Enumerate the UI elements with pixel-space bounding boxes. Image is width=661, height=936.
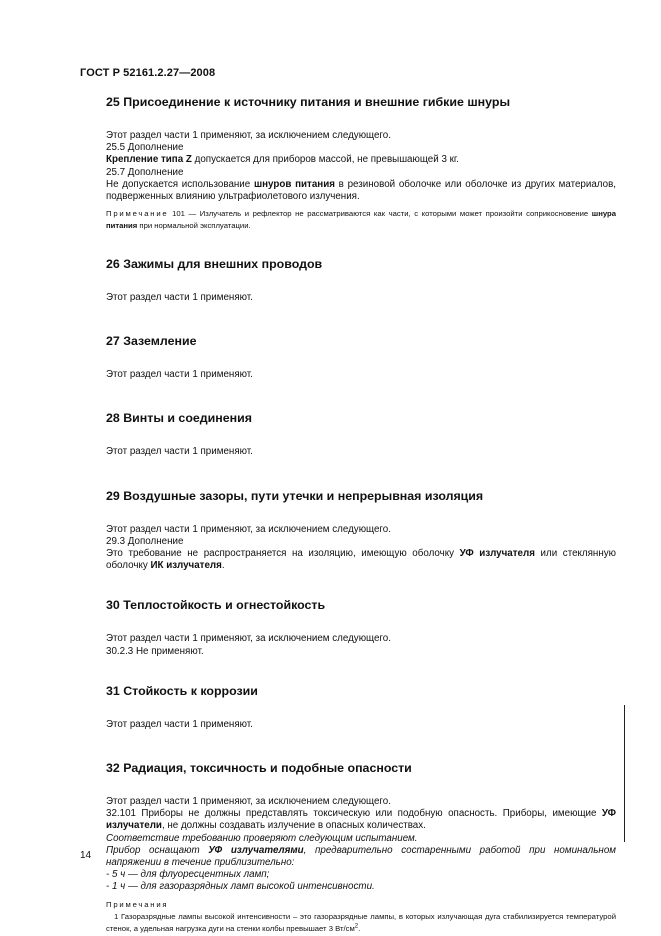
change-bar (624, 705, 625, 842)
section-28 (106, 410, 616, 458)
section-30-title: 30 Теплостойкость и огнестойкость (106, 598, 326, 613)
section-32-note-1-sup: 2 (354, 922, 359, 929)
document-header: ГОСТ Р 52161.2.27—2008 (80, 67, 216, 79)
section-32-dash-1: - 5 ч — для флуоресцентных ламп; (106, 869, 270, 881)
section-32-p2-a: 32.101 Приборы не должны представлять токсическую или подобную опасность. Приборы, имеющие (106, 808, 602, 820)
section-31-title: 31 Стойкость к коррозии (106, 683, 258, 698)
section-25-note (106, 208, 616, 231)
section-31 (106, 683, 616, 731)
section-26 (106, 256, 616, 304)
section-25-p2: 25.5 Дополнение (106, 142, 184, 154)
section-29-title: 29 Воздушные зазоры, пути утечки и непрерывная изоляция (106, 488, 484, 503)
section-25-p1: Этот раздел части 1 применяют, за исключением следующего. (106, 130, 391, 141)
section-30 (106, 597, 616, 657)
section-27 (106, 333, 616, 381)
section-25-p5-bold: шнуров питания (253, 178, 335, 190)
section-25 (106, 94, 616, 231)
section-29 (106, 488, 616, 573)
section-29-p3-bold1: УФ излучателя (459, 548, 535, 560)
page-number: 14 (80, 850, 92, 861)
section-29-p2: 29.3 Дополнение (106, 535, 184, 547)
section-32-p4-a: Прибор оснащают (106, 844, 209, 856)
section-32-title: 32 Радиация, токсичность и подобные опасности (106, 761, 412, 776)
section-32-note-1-b: . (358, 923, 361, 933)
section-30-p1: Этот раздел части 1 применяют, за исключением следующего. (106, 633, 391, 645)
section-30-p2: 30.2.3 Не применяют. (106, 645, 204, 657)
section-32-p2 (106, 808, 616, 832)
section-32-note-1-a: 1 Газоразрядные лампы высокой интенсивности – это газоразрядные лампы, в которых излучающая дуга стабилизируется температурой стенок, а удельная нагрузка дуги на стенки колбы превышает 3 Вт/см (106, 912, 616, 933)
section-32-note-1 (106, 911, 616, 934)
section-26-p1: Этот раздел части 1 применяют. (106, 292, 253, 304)
section-32-p2-b: , не должны создавать излучение в опасных количествах. (161, 820, 426, 832)
section-29-p3-bold2: ИК излучателя (150, 560, 222, 572)
section-27-title: 27 Заземление (106, 334, 197, 349)
section-25-p4: 25.7 Дополнение (106, 166, 184, 178)
section-25-p3-bold: Крепление типа Z (106, 154, 192, 166)
section-29-p3-a: Это требование не распространяется на изоляцию, имеющую оболочку (106, 548, 460, 560)
section-25-p5-b: в резиновой оболочке или оболочке из других материалов, подверженных влиянию ультрафиолетового излучения. (106, 178, 616, 203)
section-25-note-a: 101 — Излучатель и рефлектор не рассматриваются как части, с которыми может произойти соприкосновение (168, 209, 592, 219)
document-body (106, 94, 616, 934)
section-25-title: 25 Присоединение к источнику питания и внешние гибкие шнуры (106, 95, 511, 109)
section-32-p4-bold: УФ излучателями (208, 844, 304, 856)
section-32-p4 (106, 845, 616, 869)
section-25-p3-rest: допускается для приборов массой, не превышающей 3 кг. (191, 154, 460, 166)
section-32-dash-2: - 1 ч — для газоразрядных ламп высокой интенсивности. (106, 881, 375, 893)
section-25-p5 (106, 179, 616, 203)
section-29-p3 (106, 548, 616, 572)
section-29-p3-c: . (221, 560, 225, 572)
section-32-p4-b: , предварительно состаренными работой при номинальном напряжении в течение приблизительно: (106, 844, 616, 869)
section-28-p1: Этот раздел части 1 применяют. (106, 446, 253, 458)
section-32-p3: Соответствие требованию проверяют следующим испытанием. (106, 832, 418, 844)
section-25-p5-a: Не допускается использование (106, 178, 254, 190)
section-29-p1: Этот раздел части 1 применяют, за исключением следующего. (106, 523, 391, 535)
section-26-title: 26 Зажимы для внешних проводов (106, 257, 323, 272)
section-32-p1: Этот раздел части 1 применяют, за исключением следующего. (106, 796, 391, 808)
section-29-p3-b: или стеклянную оболочку (106, 548, 616, 572)
section-27-p1: Этот раздел части 1 применяют. (106, 369, 253, 381)
section-32-notes-label (106, 899, 616, 910)
section-32 (106, 760, 616, 934)
section-25-note-bold: шнура питания (106, 209, 616, 230)
section-25-note-b: при нормальной эксплуатации. (137, 220, 251, 230)
section-28-title: 28 Винты и соединения (106, 411, 252, 426)
section-32-notes-label-text: Примечания (106, 899, 169, 909)
section-32-p2-bold: УФ излучатели (106, 808, 616, 832)
section-31-p1: Этот раздел части 1 применяют. (106, 718, 253, 730)
section-25-p3 (106, 154, 616, 166)
section-25-note-label: Примечание (106, 209, 169, 219)
